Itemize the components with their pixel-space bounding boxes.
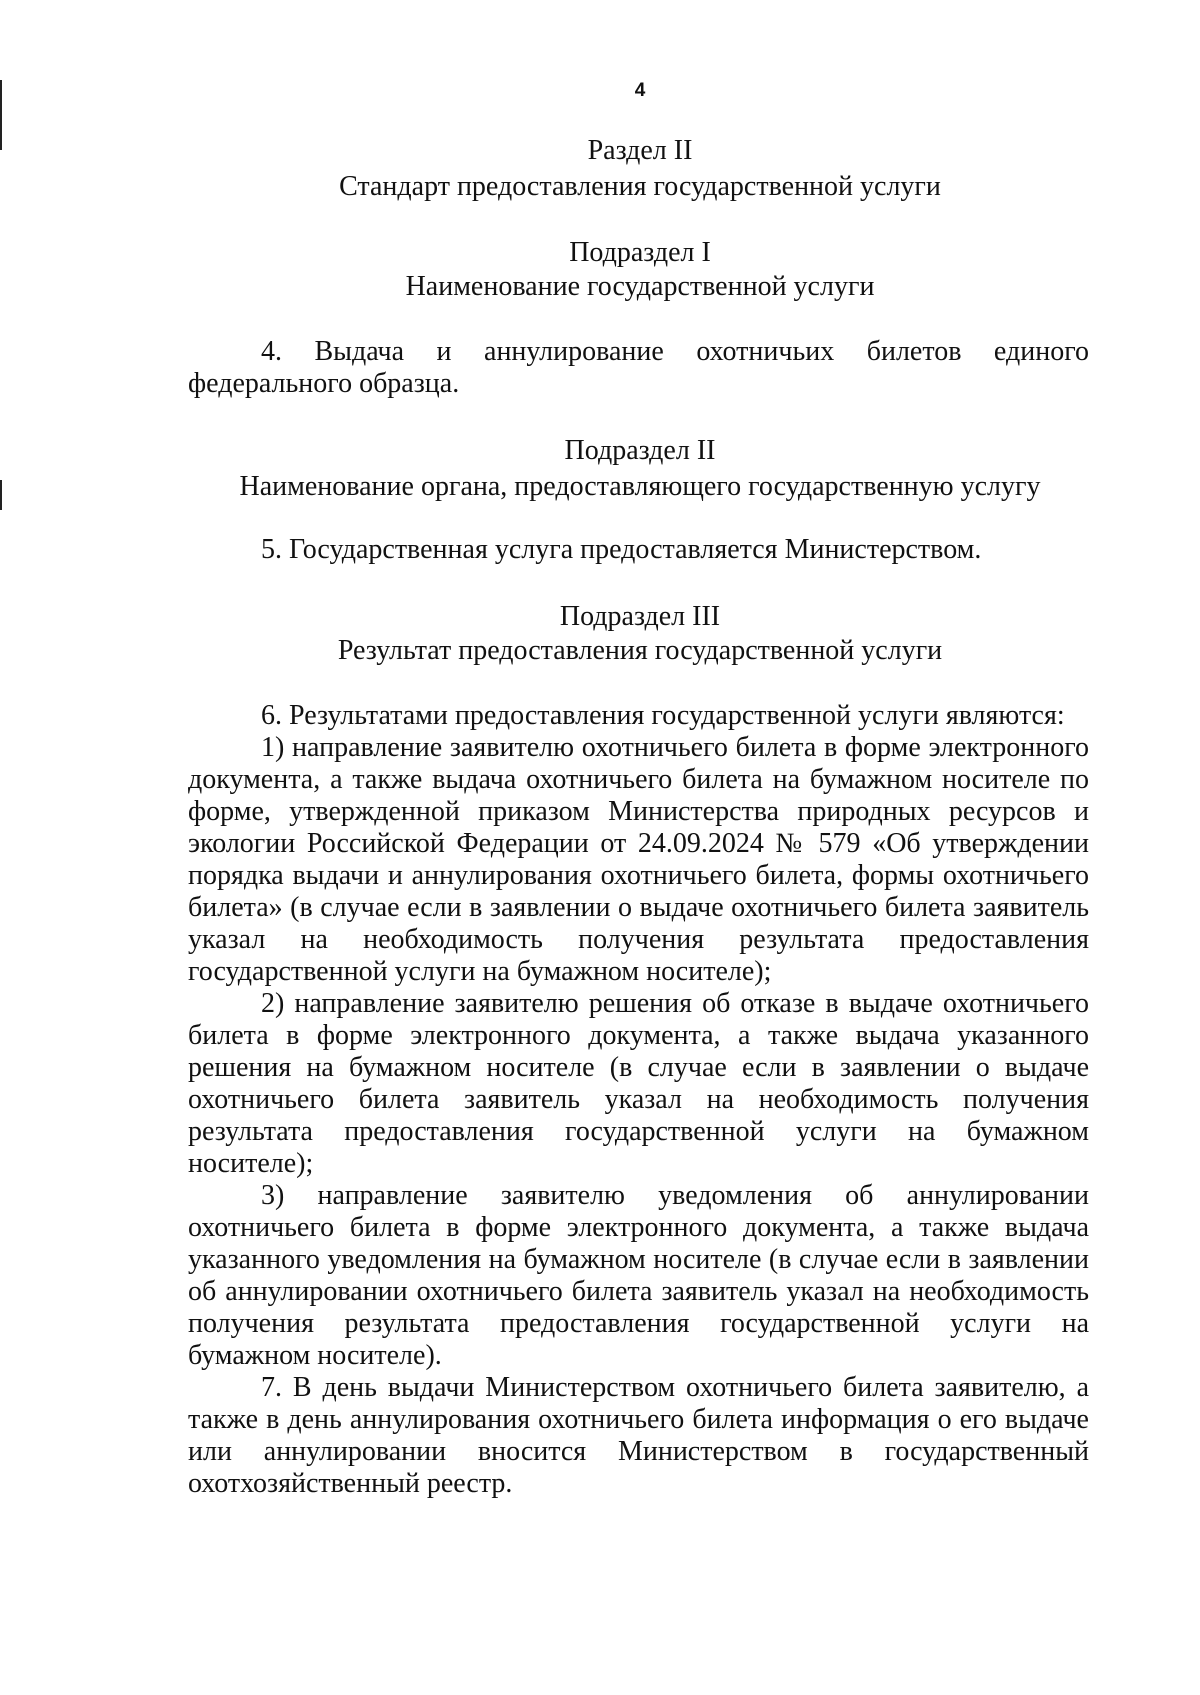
paragraph-6: 6. Результатами предоставления государственной услуги являются: [261, 700, 1065, 731]
list-item-2: 2) направление заявителю решения об отказе в выдаче охотничьего билета в форме электронного документа, а также выдача указанного решения на бумажном носителе (в случае если в заявлении о выдаче охотничьего билета заявитель указал на необходимость получения результата предоставления государственной услуги на бумажном носителе); [188, 988, 1089, 1179]
subsection-1-body [188, 336, 1089, 400]
subsection-2-body [188, 534, 1089, 566]
section-title: Стандарт предоставления государственной услуги [339, 171, 941, 202]
subsection-2-title: Наименование органа, предоставляющего государственную услугу [239, 471, 1041, 502]
subsection-1-title: Наименование государственной услуги [405, 271, 875, 302]
subsection-3-body [188, 700, 1089, 1500]
subsection-3-title: Результат предоставления государственной услуги [337, 635, 943, 666]
paragraph-5: 5. Государственная услуга предоставляется Министерством. [261, 534, 982, 565]
subsection-2-label: Подраздел II [564, 435, 716, 466]
subsection-1-label: Подраздел I [569, 237, 711, 268]
list-item-1: 1) направление заявителю охотничьего билета в форме электронного документа, а также выдача охотничьего билета на бумажном носителе по форме, утвержденной приказом Министерства природных ресурсов и экологии Российской Федерации от 24.09.2024 № 579 «Об утверждении порядка выдачи и аннулирования охотничьего билета, формы охотничьего билета» (в случае если в заявлении о выдаче охотничьего билета заявитель указал на необходимость получения результата предоставления государственной услуги на бумажном носителе); [188, 732, 1089, 987]
list-item-3: 3) направление заявителю уведомления об аннулировании охотничьего билета в форме электронного документа, а также выдача указанного уведомления на бумажном носителе (в случае если в заявлении об аннулировании охотничьего билета заявитель указал на необходимость получения результата предоставления государственной услуги на бумажном носителе). [188, 1180, 1089, 1371]
paragraph-4: 4. Выдача и аннулирование охотничьих билетов единого федерального образца. [188, 336, 1089, 399]
subsection-3-label: Подраздел III [559, 601, 721, 632]
page-number: 4 [634, 80, 646, 101]
paragraph-7: 7. В день выдачи Министерством охотничьего билета заявителю, а также в день аннулирования охотничьего билета информация о его выдаче или аннулировании вносится Министерством в государственный охотхозяйственный реестр. [188, 1372, 1089, 1499]
section-label: Раздел II [587, 135, 693, 166]
